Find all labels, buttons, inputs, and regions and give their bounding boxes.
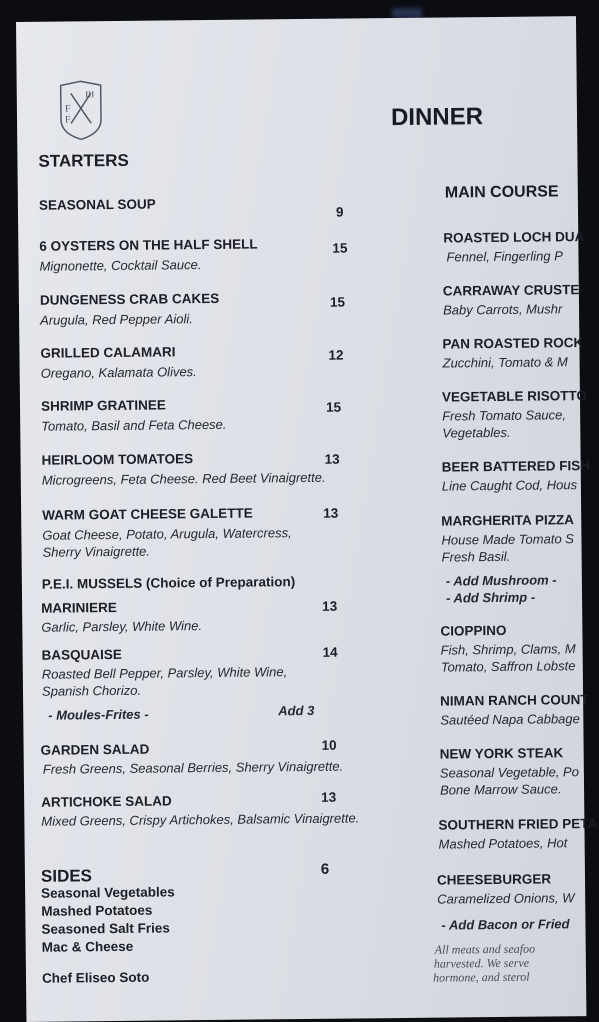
logo-letters: F F (64, 103, 83, 126)
item-price: 12 (328, 347, 344, 363)
item-name: SEASONAL SOUP (38, 196, 156, 213)
footnote-line: hormone, and sterol (432, 969, 530, 985)
item-price: 10 (321, 737, 337, 753)
menu-page (16, 16, 598, 1022)
item-name: CHEESEBURGER (436, 871, 552, 888)
footnote-line: harvested. We serve (433, 955, 530, 971)
item-name: CIOPPINO (440, 622, 507, 639)
item-description: Line Caught Cod, Hous (441, 477, 578, 494)
item-description: Baby Carrots, Mushr (442, 301, 563, 318)
item-name: NEW YORK STEAK (439, 745, 564, 762)
item-name: SOUTHERN FRIED PETA (438, 815, 598, 833)
item-description: Fish, Shrimp, Clams, M (440, 641, 576, 658)
item-name: GARDEN SALAD (40, 741, 150, 758)
item-price: 13 (323, 505, 339, 521)
item-name: ROASTED LOCH DUA (443, 229, 585, 246)
starters-heading: STARTERS (38, 150, 129, 171)
mussels-heading: P.E.I. MUSSELS (Choice of Preparation) (41, 574, 296, 592)
item-description: Microgreens, Feta Cheese. Red Beet Vinaigrette. (41, 469, 326, 488)
item-description: Zucchini, Tomato & M (442, 354, 568, 371)
item-description: Goat Cheese, Potato, Arugula, Watercress, (42, 525, 292, 543)
item-description: Fresh Greens, Seasonal Berries, Sherry Vinaigrette. (42, 758, 344, 777)
item-price: 9 (335, 204, 344, 220)
item-price: 15 (332, 240, 348, 256)
item-name: HEIRLOOM TOMATOES (41, 451, 194, 468)
sides-price: 6 (320, 860, 330, 878)
item-name: MARINIERE (41, 599, 117, 616)
item-description: Roasted Bell Pepper, Parsley, White Wine, (41, 664, 288, 682)
moules-frites-add: Add 3 (278, 702, 315, 719)
side-item: Mac & Cheese (41, 938, 134, 955)
item-description: Sherry Vinaigrette. (42, 543, 151, 560)
item-name: VEGETABLE RISOTTO (441, 388, 588, 405)
item-description: Fennel, Fingerling P (446, 248, 563, 265)
item-name: 6 OYSTERS ON THE HALF SHELL (39, 236, 258, 254)
item-name: MARGHERITA PIZZA (441, 512, 575, 529)
item-description: Mignonette, Cocktail Sauce. (39, 257, 202, 274)
item-description: Mixed Greens, Crispy Artichokes, Balsamic Vinaigrette. (41, 810, 360, 829)
chef-name: Chef Eliseo Soto (41, 969, 150, 986)
item-description: Arugula, Red Pepper Aioli. (40, 311, 193, 328)
item-description: Bone Marrow Sauce. (439, 781, 562, 798)
item-price: 13 (322, 598, 338, 614)
item-description: Vegetables. (442, 424, 511, 441)
item-description: Mashed Potatoes, Hot (438, 835, 568, 852)
item-description: Seasonal Vegetable, Po (439, 764, 579, 781)
item-description: Garlic, Parsley, White Wine. (41, 618, 203, 635)
item-name: ARTICHOKE SALAD (41, 793, 172, 810)
item-price: 15 (329, 294, 346, 310)
item-description: Spanish Chorizo. (41, 682, 142, 699)
item-name: CARRAWAY CRUSTE (442, 282, 580, 299)
side-item: Seasoned Salt Fries (41, 920, 170, 937)
item-description: Tomato, Basil and Feta Cheese. (41, 416, 227, 434)
item-price: 13 (321, 789, 337, 805)
item-description: Sautéed Napa Cabbage (440, 711, 580, 728)
menu-title: DINNER (390, 103, 484, 132)
pizza-add-shrimp: - Add Shrimp - (445, 589, 536, 606)
background-light (392, 8, 422, 18)
item-name: GRILLED CALAMARI (40, 344, 176, 361)
item-price: 13 (324, 451, 340, 467)
item-description: Fresh Basil. (441, 548, 511, 565)
item-description: House Made Tomato S (441, 531, 575, 548)
item-price: 14 (322, 644, 338, 660)
side-item: Seasonal Vegetables (41, 884, 175, 901)
item-name: WARM GOAT CHEESE GALETTE (42, 505, 253, 523)
moules-frites-note: - Moules-Frites - (48, 706, 149, 723)
restaurant-logo (57, 79, 106, 141)
item-description: Tomato, Saffron Lobste (440, 658, 576, 675)
item-description: Caramelized Onions, W (437, 890, 575, 907)
item-name: BEER BATTERED FISH (441, 458, 591, 475)
pizza-add-mushroom: - Add Mushroom - (445, 572, 557, 589)
burger-add-note: - Add Bacon or Fried (441, 916, 570, 933)
side-item: Mashed Potatoes (41, 902, 153, 919)
item-name: PAN ROASTED ROCK (442, 335, 584, 352)
item-name: SHRIMP GRATINEE (40, 397, 166, 414)
item-description: Oregano, Kalamata Olives. (40, 364, 197, 381)
item-name: DUNGENESS CRAB CAKES (39, 290, 220, 308)
item-description: Fresh Tomato Sauce, (442, 407, 567, 424)
sides-heading: SIDES (40, 866, 93, 886)
item-name: BASQUAISE (41, 646, 122, 663)
main-course-heading: MAIN COURSE (444, 183, 559, 202)
item-price: 15 (325, 399, 342, 415)
item-name: NIMAN RANCH COUNT (440, 692, 589, 709)
footnote-line: All meats and seafoo (434, 941, 536, 957)
